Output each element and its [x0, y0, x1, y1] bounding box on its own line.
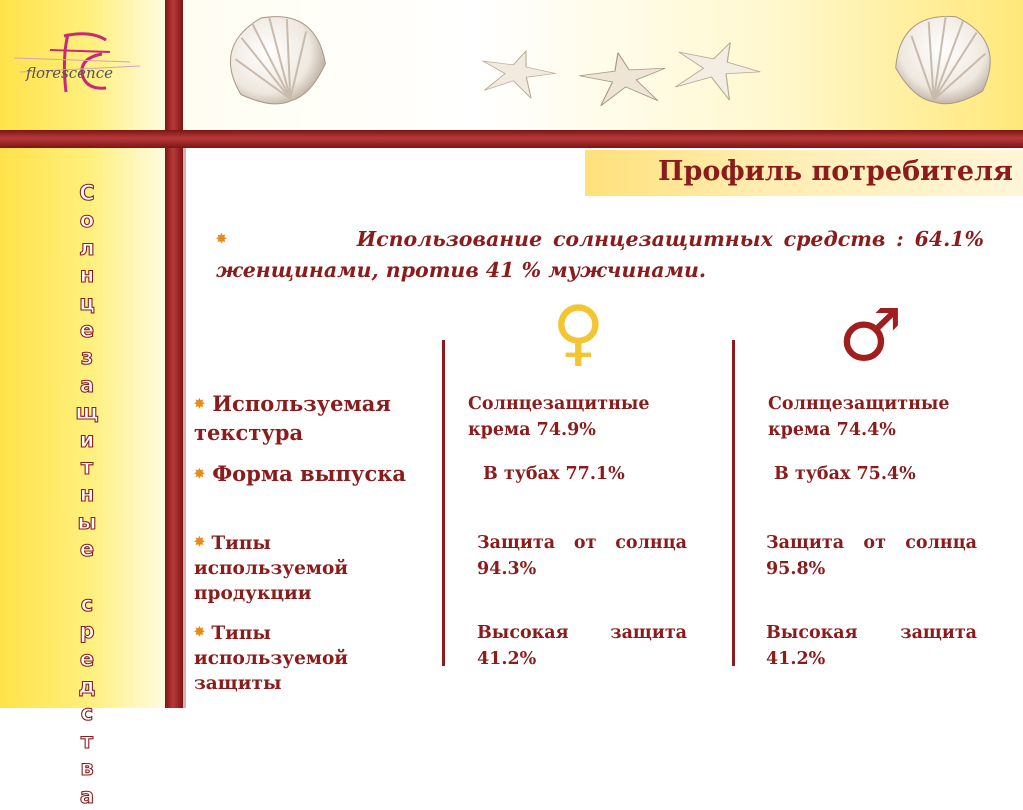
side-title-letter: С [79, 181, 95, 205]
bullet-icon: ✸ [194, 625, 205, 640]
shell-left-icon [217, 2, 335, 117]
side-title-letter: и [79, 427, 95, 452]
side-title-letter: н [79, 263, 95, 288]
intro-paragraph [216, 224, 984, 286]
side-title-letter: с [80, 591, 94, 616]
bullet-icon: ✸ [194, 535, 205, 550]
female-form-value: В тубах 77.1% [483, 464, 625, 484]
side-title-letter: ы [77, 509, 97, 534]
side-title-letter: о [79, 208, 95, 233]
male-texture-value: Солнцезащитные крема 74.4% [768, 394, 950, 440]
male-form-value: В тубах 75.4% [774, 464, 916, 484]
bullet-icon: ✸ [194, 467, 205, 482]
side-title-letter: д [78, 674, 96, 699]
side-title-letter: р [79, 619, 95, 644]
row-label-protection-types: ✸ Типы используемой защиты [194, 623, 349, 694]
bullet-icon: ✸ [216, 232, 227, 247]
vertical-divider-bar [165, 0, 183, 708]
male-protection-value: Высокая защита 41.2% [766, 623, 977, 669]
beach-decoration [183, 0, 1023, 130]
side-title-letter [62, 563, 112, 590]
row-label-texture: ✸ Используемая текстура [194, 391, 391, 445]
female-symbol-icon: ♀ [552, 290, 605, 374]
side-title-letter: е [79, 317, 95, 342]
side-title-letter: е [79, 537, 95, 562]
column-divider [732, 340, 735, 666]
side-title-letter: е [79, 646, 95, 671]
side-title-letter: а [79, 372, 95, 397]
inner-shadow-line [183, 148, 186, 708]
florescence-logo-icon [10, 28, 160, 100]
side-title-letter: з [80, 345, 94, 370]
side-title-letter: т [80, 728, 94, 753]
side-title-letter: щ [75, 400, 99, 425]
row-label-form: ✸ Форма выпуска [194, 461, 407, 486]
bullet-icon: ✸ [194, 397, 205, 412]
female-texture-value: Солнцезащитные крема 74.9% [468, 394, 650, 440]
column-divider [442, 340, 445, 666]
page-title: Профиль потребителя [657, 156, 1013, 187]
female-protection-value: Высокая защита 41.2% [477, 623, 687, 669]
logo-text: florescence [26, 64, 113, 82]
row-label-product-types: ✸ Типы используемой продукции [194, 533, 349, 604]
male-product-types-value: Защита от солнца 95.8% [766, 533, 977, 579]
side-vertical-title [62, 180, 112, 810]
starfish-2-icon [575, 49, 672, 107]
side-title-letter: а [79, 783, 95, 808]
intro-text: Использование солнцезащитных средств : 64.1% женщинами, против 41 % мужчинами. [216, 227, 984, 282]
horizontal-divider-bar [0, 130, 1023, 148]
male-symbol-icon: ♂ [838, 293, 903, 377]
side-title-letter: ц [79, 290, 95, 315]
logo [10, 28, 160, 100]
starfish-3-icon [662, 33, 771, 104]
side-title-letter: л [79, 235, 95, 260]
female-product-types-value: Защита от солнца 94.3% [477, 533, 687, 579]
side-title-letter: в [80, 756, 94, 781]
side-title-letter: н [79, 482, 95, 507]
top-banner [183, 0, 1023, 130]
side-title-letter: с [80, 701, 94, 726]
side-title-letter: т [80, 454, 94, 479]
shell-right-icon [888, 5, 1001, 114]
starfish-1-icon [472, 45, 562, 101]
